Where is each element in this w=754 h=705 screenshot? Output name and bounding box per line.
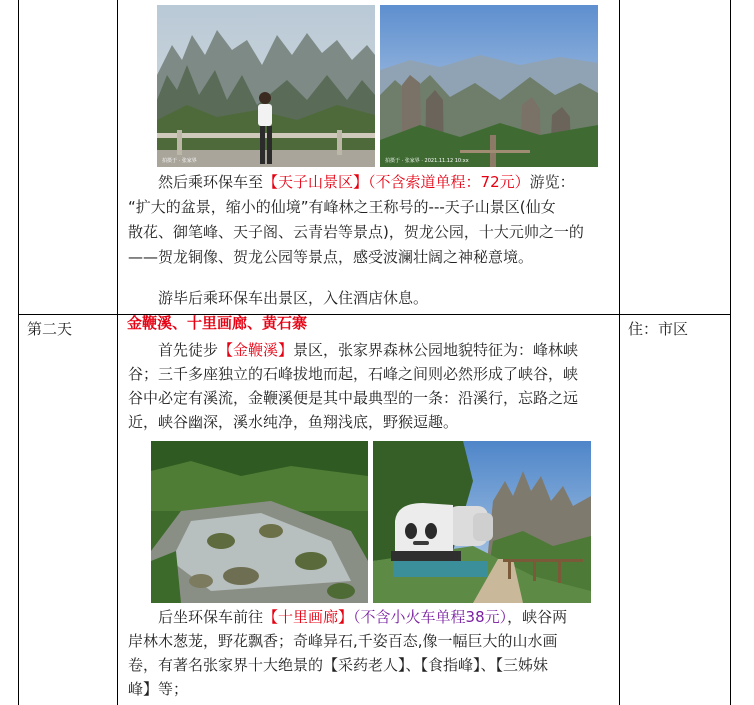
day2-paragraph2-line3: 卷，有著名张家界十大绝景的【采药老人】、【食指峰】、【三姊妹 [128, 656, 549, 674]
photo-jinbian-stream [151, 441, 368, 603]
day2-paragraph-line4: 近，峡谷幽深，溪水纯净，鱼翔浅底，野猴逗趣。 [128, 413, 459, 431]
day2-paragraph2-line4: 峰】等； [128, 680, 189, 698]
day1-paragraph-2: 游毕后乘环保车出景区，入住酒店休息。 [158, 289, 429, 307]
accommodation: 住：市区 [628, 320, 689, 338]
scenic-spot-jinbianxi: 【金鞭溪】 [218, 341, 294, 359]
photo-stamp: 拍摄于 · 张家界 [162, 158, 197, 164]
day-label: 第二天 [27, 320, 73, 338]
scenic-spot-tianzishan: 【天子山景区】 [263, 173, 369, 191]
text-segment: ，峡谷两 [507, 608, 568, 626]
day1-paragraph-line2: “扩大的盆景，缩小的仙境”有峰林之王称号的---天子山景区(仙女 [128, 198, 556, 216]
scenic-spot-shilihualang: 【十里画廊】 [263, 608, 354, 626]
text-segment: 首先徒步 [158, 341, 219, 359]
text-segment: 景区，张家界森林公园地貌特征为：峰林峡 [293, 341, 579, 359]
day1-paragraph-line3: 散花、御笔峰、天子阁、云青岩等景点)，贺龙公园，十大元帅之一的 [128, 223, 584, 241]
photo-tianzi-viewpoint-person [157, 5, 375, 167]
table-border-right [730, 0, 731, 705]
day2-paragraph2-line1 [158, 605, 567, 629]
day2-paragraph2-line2: 岸林木葱茏，野花飘香；奇峰异石,千姿百态,像一幅巨大的山水画 [128, 632, 558, 650]
text-segment: 然后乘环保车至 [158, 173, 264, 191]
table-border-col2 [619, 0, 620, 705]
day2-title: 金鞭溪、十里画廊、黄石寨 [127, 314, 308, 332]
cable-car-note: （不含索道单程：72元） [368, 173, 530, 191]
text-segment: 游览： [529, 173, 575, 191]
row-divider [18, 314, 730, 315]
photo-stamp: 拍摄于 · 张家界 · 2021.11.12 10:xx [385, 158, 469, 164]
photo-sightseeing-train [373, 441, 591, 603]
text-segment: 后坐环保车前往 [158, 608, 264, 626]
train-price-note: （不含小火车单程38元） [353, 608, 508, 626]
day2-paragraph-line3: 谷中必定有溪流，金鞭溪便是其中最典型的一条：沿溪行，忘路之远 [128, 389, 579, 407]
photo-tianzi-peaks [380, 5, 598, 167]
table-border-col1 [117, 0, 118, 705]
day2-paragraph-line2: 谷；三千多座独立的石峰拔地而起，石峰之间则必然形成了峡谷，峡 [128, 365, 579, 383]
day2-paragraph-line1 [158, 338, 578, 362]
day1-paragraph-line4: ——贺龙铜像、贺龙公园等景点，感受波澜壮阔之神秘意境。 [128, 248, 534, 266]
table-border-left [18, 0, 19, 705]
day1-paragraph-line1 [158, 170, 575, 194]
